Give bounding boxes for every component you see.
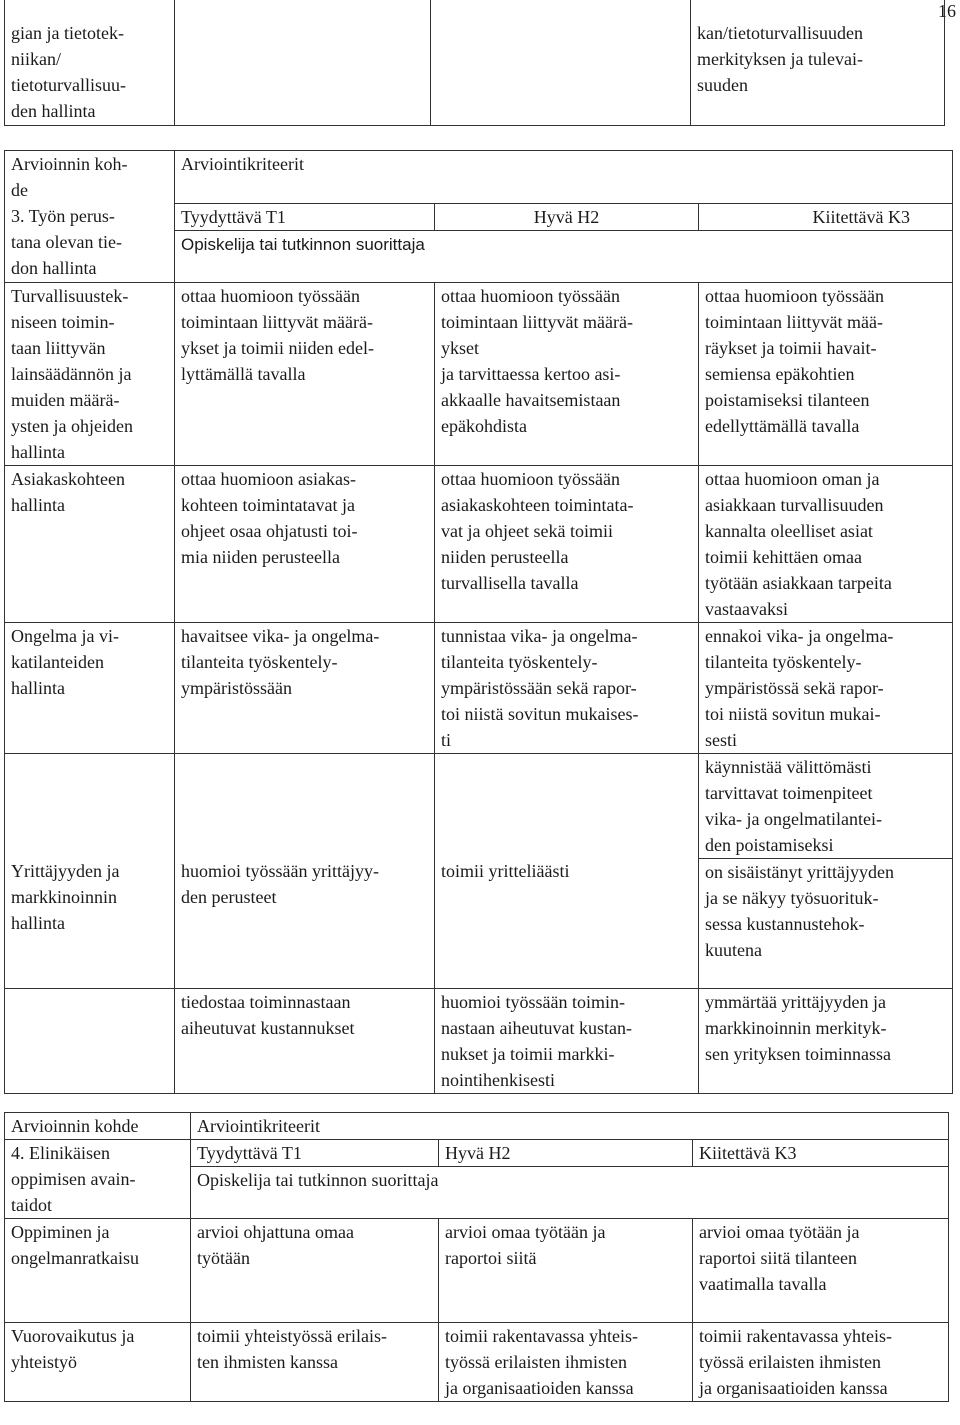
t3-level-t1: Tyydyttävä T1 (175, 203, 435, 230)
criteria-label-cell (5, 988, 175, 1093)
text-line: tietoturvallisuu- (11, 75, 126, 95)
text-line: räykset ja toimii havait- (705, 337, 877, 358)
text-line: Yrittäjyyden ja (11, 861, 120, 881)
criteria-k3-cell (693, 1219, 949, 1323)
text-line: suuden (697, 75, 748, 95)
top-continuation-table (4, 0, 945, 126)
top-left-text (11, 20, 168, 124)
text-line: epäkohdista (441, 415, 527, 436)
text-line: ti (441, 729, 452, 750)
text-line: gian ja tietotek- (11, 23, 124, 43)
text-line: markkinoinnin (11, 887, 117, 907)
text-line: kuutena (705, 939, 762, 960)
text-line: sessa kustannustehok- (705, 913, 865, 934)
text-line: den perusteet (181, 887, 277, 907)
text-line: ottaa huomioon työssään (181, 285, 360, 306)
page-number: 16 (938, 1, 956, 21)
criteria-row (5, 622, 953, 753)
text-line: tilanteita työskentely- (181, 651, 338, 672)
t4-level-t1: Tyydyttävä T1 (191, 1140, 439, 1167)
text-line: lyttämällä tavalla (181, 363, 306, 384)
text-line: havaitsee vika- ja ongelma- (181, 625, 380, 646)
text-line: nastaan aiheutuvat kustan- (441, 1017, 632, 1038)
text-line: ymmärtää yrittäjyyden ja (705, 991, 886, 1012)
criteria-label-cell (5, 858, 175, 988)
text-line: on sisäistänyt yrittäjyyden (705, 861, 894, 882)
text-line: raportoi siitä tilanteen (699, 1248, 857, 1268)
text-line: tunnistaa vika- ja ongelma- (441, 625, 638, 646)
criteria-row (5, 1219, 949, 1323)
assessment-table-4 (4, 1112, 949, 1402)
text-line: toimintaan liittyvät määrä- (441, 311, 633, 332)
t3-level-k3: Kiitettävä K3 (699, 203, 953, 230)
criteria-row (5, 753, 953, 858)
criteria-h2-cell (439, 1323, 693, 1402)
t4-rows (5, 1219, 949, 1402)
text-line: akkaalle havaitsemistaan (441, 389, 621, 410)
criteria-row (5, 1323, 949, 1402)
text-line: käynnistää välittömästi (705, 756, 872, 777)
criteria-k3-cell (699, 465, 953, 622)
text-line: asiakaskohteen toimintata- (441, 494, 634, 515)
criteria-h2-cell (435, 622, 699, 753)
text-line: niiden perusteella (441, 546, 569, 567)
text-line: työssä erilaisten ihmisten (699, 1352, 881, 1372)
criteria-row (5, 988, 953, 1093)
text-line: taidot (11, 1195, 52, 1215)
text-line: muiden määrä- (11, 389, 120, 410)
t4-opiskelija: Opiskelija tai tutkinnon suorittaja (191, 1167, 949, 1219)
text-line: ongelmanratkaisu (11, 1248, 139, 1268)
t4-level-h2: Hyvä H2 (439, 1140, 693, 1167)
t4-header-kohde: Arvioinnin kohde (5, 1113, 191, 1140)
text-line: ottaa huomioon työssään (441, 285, 620, 306)
criteria-k3-cell (699, 753, 953, 858)
text-line: Arvioinnin koh- (11, 154, 128, 174)
text-line: vastaavaksi (705, 598, 788, 619)
text-line: mia niiden perusteella (181, 546, 340, 567)
text-line: turvallisella tavalla (441, 572, 579, 593)
text-line: tana olevan tie- (11, 232, 122, 252)
text-line: toimii kehittäen omaa (705, 546, 862, 567)
criteria-h2-cell (435, 858, 699, 988)
t3-section-title (5, 203, 175, 282)
text-line: merkityksen ja tulevai- (697, 49, 863, 69)
criteria-h2-cell (439, 1219, 693, 1323)
text-line: hallinta (11, 441, 65, 462)
text-line: huomioi työssään toimin- (441, 991, 625, 1012)
criteria-k3-cell (699, 622, 953, 753)
text-line: ottaa huomioon työssään (705, 285, 884, 306)
text-line: hallinta (11, 913, 65, 933)
text-line: asiakkaan turvallisuuden (705, 494, 884, 515)
text-line: toimintaan liittyvät mää- (705, 311, 883, 332)
text-line: ottaa huomioon asiakas- (181, 468, 356, 489)
text-line: tilanteita työskentely- (441, 651, 598, 672)
t3-level-h2: Hyvä H2 (435, 203, 699, 230)
criteria-row (5, 465, 953, 622)
criteria-t1-cell (191, 1219, 439, 1323)
criteria-h2-cell (435, 988, 699, 1093)
top-empty-cell-1 (175, 0, 431, 125)
text-line: markkinoinnin merkityk- (705, 1017, 887, 1038)
text-line: sen yrityksen toiminnassa (705, 1043, 891, 1064)
text-line: Turvallisuustek- (11, 285, 129, 306)
text-line: raportoi siitä (445, 1248, 537, 1268)
text-line: hallinta (11, 677, 65, 698)
top-right-text (697, 20, 938, 98)
text-line: toimii rakentavassa yhteis- (699, 1326, 892, 1346)
t3-header-kriteerit: Arviointikriteerit (175, 151, 953, 204)
text-line: ja se näkyy työsuorituk- (705, 887, 879, 908)
criteria-label-cell (5, 622, 175, 753)
text-line: ottaa huomioon oman ja (705, 468, 880, 489)
text-line: niseen toimin- (11, 311, 115, 332)
criteria-label-cell (5, 1219, 191, 1323)
text-line: ottaa huomioon työssään (441, 468, 620, 489)
text-line: edellyttämällä tavalla (705, 415, 860, 436)
text-line: yhteistyö (11, 1352, 77, 1372)
criteria-row (5, 282, 953, 465)
criteria-row (5, 858, 953, 988)
text-line: ysten ja ohjeiden (11, 415, 133, 436)
text-line: toi niistä sovitun mukai- (705, 703, 881, 724)
top-right-cell (691, 0, 945, 125)
criteria-t1-cell (175, 753, 435, 858)
criteria-k3-cell (693, 1323, 949, 1402)
text-line: tilanteita työskentely- (705, 651, 862, 672)
text-line: vaatimalla tavalla (699, 1274, 827, 1294)
text-line: katilanteiden (11, 651, 104, 672)
text-line: semiensa epäkohtien (705, 363, 855, 384)
text-line: 4. Elinikäisen (11, 1143, 110, 1163)
criteria-label-cell (5, 1323, 191, 1402)
criteria-h2-cell (435, 282, 699, 465)
text-line: niikan/ (11, 49, 61, 69)
top-left-cell (5, 0, 175, 125)
text-line: arvioi omaa työtään ja (699, 1222, 860, 1242)
text-line: toimintaan liittyvät määrä- (181, 311, 373, 332)
criteria-k3-cell (699, 282, 953, 465)
text-line: don hallinta (11, 258, 97, 278)
text-line: vika- ja ongelmatilantei- (705, 808, 882, 829)
text-line: ympäristössään sekä rapor- (441, 677, 637, 698)
text-line: Ongelma ja vi- (11, 625, 119, 646)
criteria-t1-cell (175, 282, 435, 465)
text-line: Vuorovaikutus ja (11, 1326, 135, 1346)
assessment-table-3 (4, 150, 953, 1094)
text-line: de (11, 180, 28, 200)
text-line: huomioi työssään yrittäjyy- (181, 861, 379, 881)
text-line: työtään asiakkaan tarpeita (705, 572, 892, 593)
text-line: toimii rakentavassa yhteis- (445, 1326, 638, 1346)
text-line: Asiakaskohteen (11, 468, 125, 489)
text-line: tiedostaa toiminnastaan (181, 991, 351, 1012)
t4-header-kriteerit: Arviointikriteerit (191, 1113, 949, 1140)
text-line: nointihenkisesti (441, 1069, 555, 1090)
criteria-h2-cell (435, 753, 699, 858)
text-line: ohjeet osaa ohjatusti toi- (181, 520, 358, 541)
text-line: nukset ja toimii markki- (441, 1043, 615, 1064)
criteria-t1-cell (175, 858, 435, 988)
text-line: ennakoi vika- ja ongelma- (705, 625, 894, 646)
text-line: ja tarvittaessa kertoo asi- (441, 363, 621, 384)
text-line: ja organisaatioiden kanssa (445, 1378, 634, 1398)
text-line: toimii yritteliäästi (441, 861, 570, 881)
t4-level-k3: Kiitettävä K3 (693, 1140, 949, 1167)
criteria-t1-cell (175, 988, 435, 1093)
criteria-t1-cell (175, 465, 435, 622)
text-line: ympäristössä sekä rapor- (705, 677, 884, 698)
text-line: ten ihmisten kanssa (197, 1352, 338, 1372)
criteria-t1-cell (175, 622, 435, 753)
text-line: toi niistä sovitun mukaises- (441, 703, 639, 724)
text-line: den poistamiseksi (705, 834, 834, 855)
text-line: ja organisaatioiden kanssa (699, 1378, 888, 1398)
t3-opiskelija: Opiskelija tai tutkinnon suorittaja (175, 230, 953, 282)
text-line: ykset ja toimii niiden edel- (181, 337, 374, 358)
text-line: toimii yhteistyössä erilais- (197, 1326, 387, 1346)
text-line: kannalta oleelliset asiat (705, 520, 873, 541)
criteria-k3-cell (699, 988, 953, 1093)
text-line: kohteen toimintatavat ja (181, 494, 355, 515)
text-line: ympäristössään (181, 677, 292, 698)
top-empty-cell-2 (431, 0, 691, 125)
text-line: den hallinta (11, 101, 96, 121)
t4-section-title (5, 1140, 191, 1219)
text-line: sesti (705, 729, 738, 750)
text-line: lainsäädännön ja (11, 363, 132, 384)
text-line: työssä erilaisten ihmisten (445, 1352, 627, 1372)
criteria-label-cell (5, 465, 175, 622)
text-line: vat ja ohjeet sekä toimii (441, 520, 613, 541)
text-line: ykset (441, 337, 479, 358)
text-line: arvioi omaa työtään ja (445, 1222, 606, 1242)
text-line: oppimisen avain- (11, 1169, 136, 1189)
criteria-h2-cell (435, 465, 699, 622)
criteria-t1-cell (191, 1323, 439, 1402)
text-line: kan/tietoturvallisuuden (697, 23, 863, 43)
text-line: arvioi ohjattuna omaa (197, 1222, 354, 1242)
text-line: 3. Työn perus- (11, 206, 115, 226)
criteria-label-cell (5, 282, 175, 465)
criteria-k3-cell (699, 858, 953, 988)
text-line: poistamiseksi tilanteen (705, 389, 870, 410)
text-line: taan liittyvän (11, 337, 106, 358)
t3-rows (5, 282, 953, 1093)
t3-header-kohde (5, 151, 175, 204)
text-line: tarvittavat toimenpiteet (705, 782, 873, 803)
text-line: työtään (197, 1248, 250, 1268)
text-line: Oppiminen ja (11, 1222, 110, 1242)
text-line: hallinta (11, 494, 65, 515)
text-line: aiheutuvat kustannukset (181, 1017, 355, 1038)
criteria-label-cell (5, 753, 175, 858)
